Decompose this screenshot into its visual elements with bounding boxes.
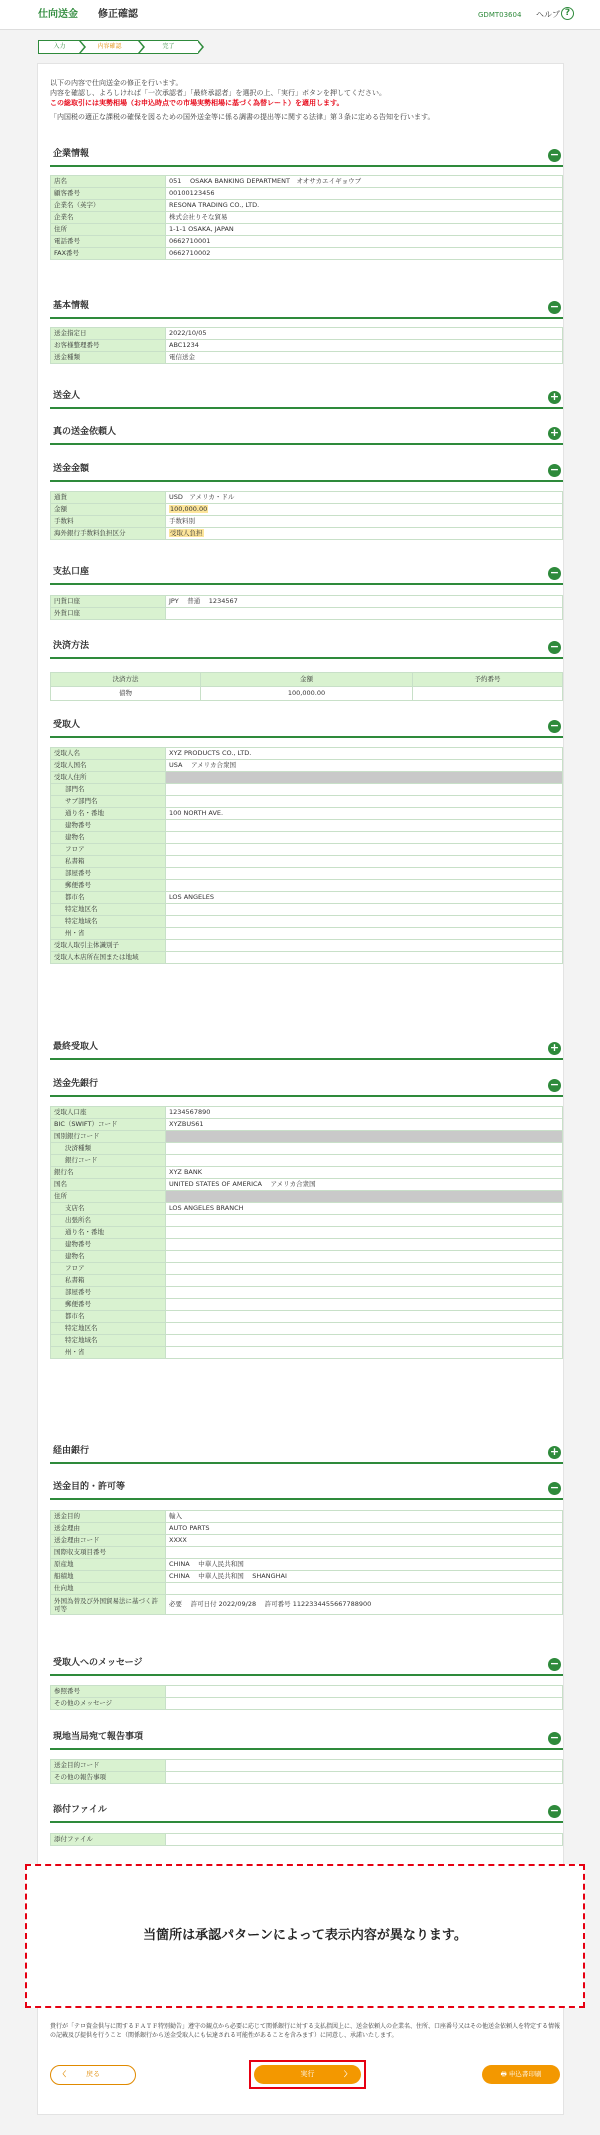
field-label: 受取人名 xyxy=(51,748,166,760)
field-label: 顧客番号 xyxy=(51,188,166,200)
section-message xyxy=(50,1654,563,1676)
company-table xyxy=(50,175,563,260)
section-title: 支払口座 xyxy=(53,567,90,577)
table-row xyxy=(51,868,563,880)
table-row xyxy=(51,1311,563,1323)
field-value xyxy=(166,1227,563,1239)
field-label: サブ部門名 xyxy=(51,796,166,808)
table-row xyxy=(51,1251,563,1263)
field-label: 特定地域名 xyxy=(51,1335,166,1347)
field-value xyxy=(166,1311,563,1323)
field-value xyxy=(166,1191,563,1203)
field-label: 外国為替及び外国貿易法に基づく許可等 xyxy=(51,1595,166,1615)
settlement-header: 予約番号 xyxy=(413,673,563,687)
settlement-cell xyxy=(413,687,563,701)
table-row xyxy=(51,1191,563,1203)
section-settlement xyxy=(50,637,563,659)
collapse-icon[interactable]: − xyxy=(549,148,560,161)
table-row xyxy=(51,236,563,248)
table-row xyxy=(51,940,563,952)
execute-button-label: 実行 xyxy=(300,2070,315,2078)
field-value xyxy=(166,1215,563,1227)
table-row xyxy=(51,952,563,964)
field-value xyxy=(166,1239,563,1251)
field-value xyxy=(166,868,563,880)
field-value: 0662710002 xyxy=(166,248,563,260)
collapse-icon[interactable]: − xyxy=(549,463,560,476)
table-row xyxy=(51,928,563,940)
field-value: XXXX xyxy=(166,1535,563,1547)
section-attachment xyxy=(50,1801,563,1823)
section-title: 受取人へのメッセージ xyxy=(53,1658,143,1668)
section-title: 企業情報 xyxy=(53,149,90,159)
table-row xyxy=(51,1299,563,1311)
field-value: CHINA 中華人民共和国 xyxy=(166,1559,563,1571)
section-title: 真の送金依頼人 xyxy=(53,427,117,437)
field-label: 送金理由コード xyxy=(51,1535,166,1547)
table-row xyxy=(51,1215,563,1227)
intro-line-1: 以下の内容で仕向送金の修正を行います。 xyxy=(50,79,183,87)
table-row xyxy=(51,880,563,892)
table-row xyxy=(51,608,563,620)
table-row xyxy=(51,340,563,352)
section-title: 受取人 xyxy=(53,720,81,730)
field-label: 海外銀行手数料負担区分 xyxy=(51,528,166,540)
message-table xyxy=(50,1685,563,1710)
field-value: XYZ PRODUCTS CO., LTD. xyxy=(166,748,563,760)
field-label: 都市名 xyxy=(51,892,166,904)
table-row xyxy=(51,856,563,868)
page-title: 修正確認 xyxy=(98,9,138,20)
field-value xyxy=(166,1155,563,1167)
table-row xyxy=(51,892,563,904)
field-label: 住所 xyxy=(51,224,166,236)
table-row xyxy=(51,188,563,200)
table-row xyxy=(51,784,563,796)
table-row xyxy=(51,748,563,760)
section-title: 送金目的・許可等 xyxy=(53,1482,126,1492)
field-label: 金額 xyxy=(51,504,166,516)
intro-text xyxy=(50,78,550,122)
beneficiary-table xyxy=(50,747,563,964)
field-value: 0662710001 xyxy=(166,236,563,248)
field-value: USA アメリカ合衆国 xyxy=(166,760,563,772)
table-row xyxy=(51,596,563,608)
field-value xyxy=(166,1583,563,1595)
section-title: 送金金額 xyxy=(53,464,90,474)
collapse-icon[interactable]: − xyxy=(549,300,560,313)
field-label: 船積地 xyxy=(51,1571,166,1583)
help-icon[interactable]: ? xyxy=(561,7,574,20)
field-value xyxy=(166,1299,563,1311)
field-label: 原産地 xyxy=(51,1559,166,1571)
settlement-table xyxy=(50,672,563,701)
top-bar xyxy=(0,0,600,30)
table-row xyxy=(51,1760,563,1772)
field-value: USD アメリカ・ドル xyxy=(166,492,563,504)
settlement-cell: 債物 xyxy=(51,687,201,701)
section-intermediary xyxy=(50,1442,563,1464)
field-label: FAX番号 xyxy=(51,248,166,260)
field-label: 私書箱 xyxy=(51,1275,166,1287)
table-row xyxy=(51,1275,563,1287)
field-label: 特定地区名 xyxy=(51,1323,166,1335)
section-payment-account xyxy=(50,563,563,585)
field-value: 株式会社りそな貿易 xyxy=(166,212,563,224)
field-label: 支店名 xyxy=(51,1203,166,1215)
field-label: 送金理由 xyxy=(51,1523,166,1535)
table-row xyxy=(51,1203,563,1215)
section-company xyxy=(50,145,563,167)
execute-button-highlight xyxy=(249,2060,366,2089)
field-value: AUTO PARTS xyxy=(166,1523,563,1535)
field-label: 受取人本店所在国または地域 xyxy=(51,952,166,964)
field-value: LOS ANGELES BRANCH xyxy=(166,1203,563,1215)
field-label: 特定地域名 xyxy=(51,916,166,928)
section-title: 添付ファイル xyxy=(53,1805,107,1815)
table-row xyxy=(51,516,563,528)
field-label: 受取人国名 xyxy=(51,760,166,772)
field-value xyxy=(166,1275,563,1287)
settlement-cell: 100,000.00 xyxy=(200,687,412,701)
field-label: 電話番号 xyxy=(51,236,166,248)
expand-icon[interactable]: + xyxy=(549,1445,560,1458)
payment-account-table xyxy=(50,595,563,620)
field-label: 手数料 xyxy=(51,516,166,528)
table-row xyxy=(51,832,563,844)
field-label: 送金種類 xyxy=(51,352,166,364)
field-value: ABC1234 xyxy=(166,340,563,352)
field-value xyxy=(166,880,563,892)
intro-line-4: 「内国税の適正な課税の確保を図るための国外送金等に係る調書の提出等に関する法律」第３条に定める告知を行います。 xyxy=(50,113,435,121)
attachment-table xyxy=(50,1833,563,1846)
field-label: お客様整理番号 xyxy=(51,340,166,352)
table-row xyxy=(51,1263,563,1275)
field-label: 州・省 xyxy=(51,1347,166,1359)
field-value xyxy=(166,528,563,540)
bank-table xyxy=(50,1106,563,1359)
field-label: その他の報告事項 xyxy=(51,1772,166,1784)
chevron-right-icon: 〉 xyxy=(344,2070,351,2078)
field-label: 受取人住所 xyxy=(51,772,166,784)
section-title: 送金人 xyxy=(53,391,81,401)
field-value xyxy=(166,1686,563,1698)
field-label: 特定地区名 xyxy=(51,904,166,916)
table-row xyxy=(51,1511,563,1523)
field-value xyxy=(166,844,563,856)
section-basic xyxy=(50,297,563,319)
field-value: XYZ BANK xyxy=(166,1167,563,1179)
field-value xyxy=(166,904,563,916)
table-row xyxy=(51,1559,563,1571)
print-application-button[interactable] xyxy=(482,2065,560,2084)
field-label: 住所 xyxy=(51,1191,166,1203)
field-value xyxy=(166,832,563,844)
settlement-header: 金額 xyxy=(200,673,412,687)
collapse-icon[interactable]: − xyxy=(549,1078,560,1091)
help-link[interactable]: ヘルプ xyxy=(536,10,560,19)
field-value xyxy=(166,1772,563,1784)
table-row xyxy=(51,1179,563,1191)
highlighted-value: 受取人負担 xyxy=(170,529,203,538)
collapse-icon[interactable]: − xyxy=(549,640,560,653)
field-value xyxy=(166,1760,563,1772)
field-label: BIC（SWIFT）コード xyxy=(51,1119,166,1131)
table-row xyxy=(51,808,563,820)
field-label: 送金指定日 xyxy=(51,328,166,340)
table-row xyxy=(51,1686,563,1698)
section-amount xyxy=(50,460,563,482)
field-value: XYZBUS61 xyxy=(166,1119,563,1131)
field-label: 建物番号 xyxy=(51,1239,166,1251)
field-label: 送金目的コード xyxy=(51,1760,166,1772)
field-value: 2022/10/05 xyxy=(166,328,563,340)
table-row xyxy=(51,1119,563,1131)
field-label: 通り名・番地 xyxy=(51,808,166,820)
field-value: UNITED STATES OF AMERICA アメリカ合衆国 xyxy=(166,1179,563,1191)
field-value xyxy=(166,916,563,928)
section-title: 現地当局宛て報告事項 xyxy=(53,1732,144,1742)
table-row xyxy=(51,1239,563,1251)
basic-table xyxy=(50,327,563,364)
field-value: 電信送金 xyxy=(166,352,563,364)
field-label: 外貨口座 xyxy=(51,608,166,620)
field-value xyxy=(166,796,563,808)
expand-icon[interactable]: + xyxy=(549,426,560,439)
field-value xyxy=(166,1347,563,1359)
table-row xyxy=(51,176,563,188)
field-label: 私書箱 xyxy=(51,856,166,868)
table-row xyxy=(51,1227,563,1239)
section-title: 基本情報 xyxy=(53,301,90,311)
field-value: JPY 普通 1234567 xyxy=(166,596,563,608)
table-row xyxy=(51,528,563,540)
field-label: 円貨口座 xyxy=(51,596,166,608)
settlement-header: 決済方法 xyxy=(51,673,201,687)
field-label: 建物名 xyxy=(51,832,166,844)
field-label: 銀行コード xyxy=(51,1155,166,1167)
table-row xyxy=(51,820,563,832)
chevron-left-icon: 〈 xyxy=(59,2070,66,2078)
field-value xyxy=(166,784,563,796)
field-value xyxy=(166,1287,563,1299)
collapse-icon[interactable]: − xyxy=(549,1481,560,1494)
table-row xyxy=(51,1143,563,1155)
section-report xyxy=(50,1728,563,1750)
field-label: 企業名（英字） xyxy=(51,200,166,212)
table-row xyxy=(51,212,563,224)
collapse-icon[interactable]: − xyxy=(549,719,560,732)
field-value xyxy=(166,1143,563,1155)
field-label: 仕向地 xyxy=(51,1583,166,1595)
field-label: 決済種類 xyxy=(51,1143,166,1155)
table-row xyxy=(51,248,563,260)
table-row xyxy=(51,1523,563,1535)
field-value xyxy=(166,1834,563,1846)
field-value xyxy=(166,504,563,516)
section-sender xyxy=(50,387,563,409)
field-value xyxy=(166,820,563,832)
table-row xyxy=(51,1167,563,1179)
field-value: 1-1-1 OSAKA, JAPAN xyxy=(166,224,563,236)
table-row xyxy=(51,504,563,516)
field-value: 必要 許可日付 2022/09/28 許可番号 1122334455667788900 xyxy=(166,1595,563,1615)
step-input: 入力 xyxy=(38,40,80,54)
printer-icon: 🖶 xyxy=(500,2070,507,2078)
table-row xyxy=(51,772,563,784)
field-label: 郵便番号 xyxy=(51,880,166,892)
field-label: 通貨 xyxy=(51,492,166,504)
field-value xyxy=(166,1698,563,1710)
table-row xyxy=(51,1772,563,1784)
fatf-consent-notice: 貴行が「テロ資金供与に関するＦＡＴＦ特別勧告」遵守の観点から必要に応じて関係銀行に対する支払指図上に、送金依頼人の企業名、住所、口座番号又はその他送金依頼人を特定する情報の記載及び提供を行うこと（関係銀行から送金受取人にも伝達される可能性があることを含みます）に同意し、承諾いたします。 xyxy=(50,2023,561,2039)
section-true-sender xyxy=(50,423,563,445)
field-label: 参照番号 xyxy=(51,1686,166,1698)
section-beneficiary xyxy=(50,716,563,738)
print-button-label: 申込書印刷 xyxy=(508,2070,542,2078)
table-row xyxy=(51,1547,563,1559)
table-row xyxy=(51,1155,563,1167)
field-value: RESONA TRADING CO., LTD. xyxy=(166,200,563,212)
execute-button[interactable] xyxy=(254,2065,361,2084)
field-label: 州・省 xyxy=(51,928,166,940)
table-row xyxy=(51,1131,563,1143)
step-confirm: 内容確認 xyxy=(79,40,139,54)
section-title: 送金先銀行 xyxy=(53,1079,99,1089)
table-row xyxy=(51,1323,563,1335)
report-table xyxy=(50,1759,563,1784)
table-row xyxy=(51,916,563,928)
amount-table xyxy=(50,491,563,540)
field-value: 100 NORTH AVE. xyxy=(166,808,563,820)
field-label: 部屋番号 xyxy=(51,1287,166,1299)
table-row xyxy=(51,492,563,504)
collapse-icon[interactable]: − xyxy=(549,1657,560,1670)
field-value xyxy=(166,856,563,868)
section-title: 経由銀行 xyxy=(53,1446,90,1456)
field-label: 部門名 xyxy=(51,784,166,796)
table-row xyxy=(51,904,563,916)
section-title: 最終受取人 xyxy=(53,1042,99,1052)
field-value xyxy=(166,1547,563,1559)
field-value xyxy=(166,928,563,940)
section-bank xyxy=(50,1075,563,1097)
field-value xyxy=(166,940,563,952)
field-label: 受取人取引主体識別子 xyxy=(51,940,166,952)
table-row xyxy=(51,200,563,212)
field-label: 通り名・番地 xyxy=(51,1227,166,1239)
table-row xyxy=(51,1347,563,1359)
collapse-icon[interactable]: − xyxy=(549,1804,560,1817)
table-row xyxy=(51,1287,563,1299)
field-value: 輸入 xyxy=(166,1511,563,1523)
field-label: 銀行名 xyxy=(51,1167,166,1179)
field-value xyxy=(166,1131,563,1143)
collapse-icon[interactable]: − xyxy=(549,1731,560,1744)
page-category: 仕向送金 xyxy=(38,9,78,20)
section-title: 決済方法 xyxy=(53,641,90,651)
table-row xyxy=(51,1698,563,1710)
field-value xyxy=(166,952,563,964)
field-label: 部屋番号 xyxy=(51,868,166,880)
table-row xyxy=(51,224,563,236)
table-row xyxy=(51,328,563,340)
table-row xyxy=(51,1535,563,1547)
field-label: 都市名 xyxy=(51,1311,166,1323)
back-button-label: 戻る xyxy=(86,2070,100,2078)
table-row xyxy=(51,844,563,856)
field-value: LOS ANGELES xyxy=(166,892,563,904)
table-row xyxy=(51,1583,563,1595)
field-label: 建物名 xyxy=(51,1251,166,1263)
collapse-icon[interactable]: − xyxy=(549,566,560,579)
field-label: 郵便番号 xyxy=(51,1299,166,1311)
field-value: 051 OSAKA BANKING DEPARTMENT オオサカエイギョウブ xyxy=(166,176,563,188)
table-row xyxy=(51,1834,563,1846)
field-value xyxy=(166,1263,563,1275)
field-label: 出張所名 xyxy=(51,1215,166,1227)
field-label: 建物番号 xyxy=(51,820,166,832)
field-label: フロア xyxy=(51,1263,166,1275)
field-label: 国別銀行コード xyxy=(51,1131,166,1143)
highlighted-value: 100,000.00 xyxy=(170,505,208,514)
field-label: フロア xyxy=(51,844,166,856)
intro-line-2: 内容を確認し、よろしければ「一次承認者」「最終承認者」を選択の上、「実行」ボタンを押してください。 xyxy=(50,89,386,97)
section-purpose xyxy=(50,1478,563,1500)
screen-code: GDMT03604 xyxy=(478,11,522,19)
field-label: 国際収支項目番号 xyxy=(51,1547,166,1559)
field-label: 添付ファイル xyxy=(51,1834,166,1846)
intro-warning: この総取引には実勢相場（お申込時点での市場実勢相場に基づく為替レート）を適用します。 xyxy=(50,99,344,107)
progress-steps xyxy=(38,40,197,54)
expand-icon[interactable]: + xyxy=(549,390,560,403)
table-row xyxy=(51,1107,563,1119)
field-value: CHINA 中華人民共和国 SHANGHAI xyxy=(166,1571,563,1583)
field-value: 1234567890 xyxy=(166,1107,563,1119)
field-value xyxy=(166,1335,563,1347)
section-final-beneficiary xyxy=(50,1038,563,1060)
field-value xyxy=(166,772,563,784)
field-value xyxy=(166,608,563,620)
table-row xyxy=(51,352,563,364)
table-row xyxy=(51,1595,563,1615)
table-row xyxy=(51,760,563,772)
field-label: 送金目的 xyxy=(51,1511,166,1523)
field-label: 国名 xyxy=(51,1179,166,1191)
back-button[interactable] xyxy=(50,2065,136,2085)
field-label: 受取人口座 xyxy=(51,1107,166,1119)
approval-pattern-box xyxy=(25,1864,585,2008)
field-label: 企業名 xyxy=(51,212,166,224)
field-value: 手数料別 xyxy=(166,516,563,528)
field-label: 店名 xyxy=(51,176,166,188)
table-row xyxy=(51,1571,563,1583)
approval-pattern-notice: 当箇所は承認パターンによって表示内容が異なります。 xyxy=(143,1928,467,1943)
purpose-table xyxy=(50,1510,563,1615)
field-value: 00100123456 xyxy=(166,188,563,200)
step-complete: 完了 xyxy=(138,40,198,54)
field-value xyxy=(166,1251,563,1263)
table-row xyxy=(51,1335,563,1347)
table-row xyxy=(51,796,563,808)
field-label: その他のメッセージ xyxy=(51,1698,166,1710)
expand-icon[interactable]: + xyxy=(549,1041,560,1054)
field-value xyxy=(166,1323,563,1335)
